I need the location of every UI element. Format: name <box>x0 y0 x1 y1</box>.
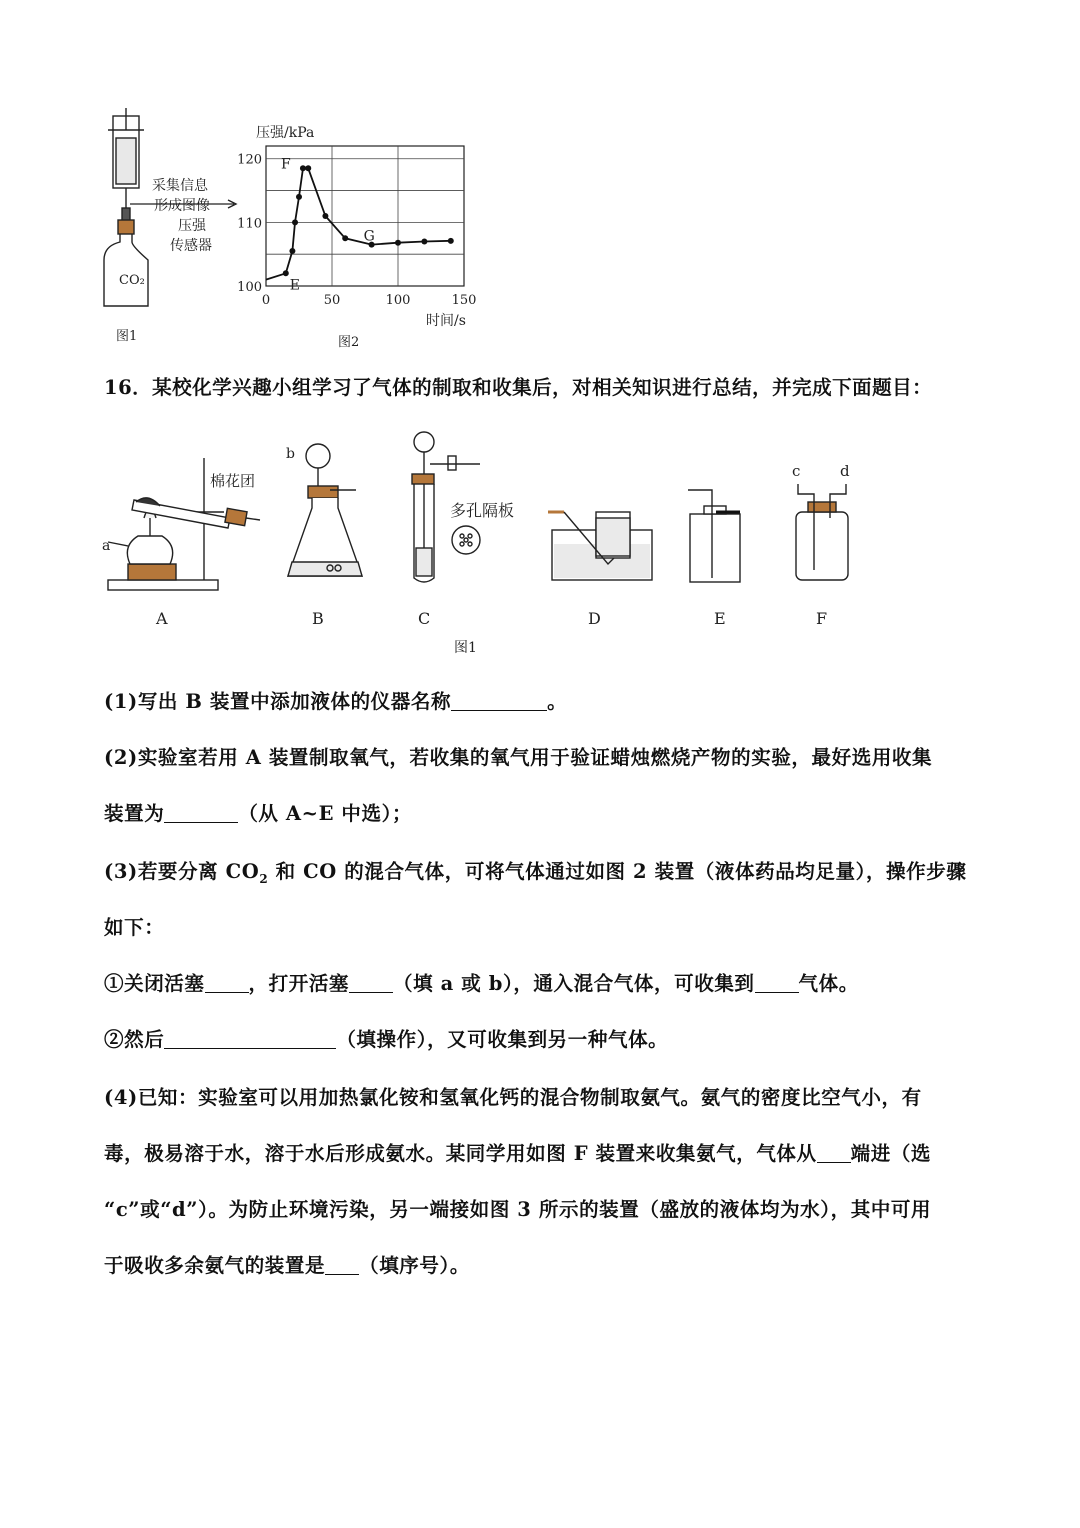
y-tick-label: 100 <box>237 280 262 295</box>
data-point <box>305 165 311 171</box>
step1-blank-3[interactable] <box>755 973 799 994</box>
step2-blank[interactable] <box>164 1029 336 1050</box>
question-heading: 16．某校化学兴趣小组学习了气体的制取和收集后，对相关知识进行总结，并完成下面题目： <box>104 376 933 399</box>
q2-answer-blank[interactable] <box>164 803 238 824</box>
step2-text-1: ②然后 <box>104 1028 165 1051</box>
label-c-small: c <box>792 462 801 480</box>
q2-text-1: (2)实验室若用 A 装置制取氧气，若收集的氧气用于验证蜡烛燃烧产物的实验，最好选用收集 <box>104 746 933 769</box>
q4-line-4 <box>104 1250 470 1278</box>
chart-ylabel: 压强/kPa <box>256 125 315 141</box>
sensor-line-1: 采集信息 <box>152 178 208 194</box>
q4-text-5: 于吸收多余氨气的装置是 <box>104 1254 326 1277</box>
q2-text-3: （从 A~E 中选）； <box>238 802 413 825</box>
q4-blank-2[interactable] <box>325 1255 359 1276</box>
apparatus-f <box>796 484 848 580</box>
q3-line-2 <box>104 912 164 940</box>
q3-text-3: 如下： <box>104 916 165 939</box>
q4-text-4: “c”或“d”）。为防止环境污染，另一端接如图 3 所示的装置（盛放的液体均为水），其中可用 <box>104 1198 932 1221</box>
data-point <box>296 194 302 200</box>
chart-caption: 图2 <box>338 335 360 350</box>
q1-line <box>104 686 567 714</box>
step1-blank-1[interactable] <box>205 973 249 994</box>
label-C: C <box>418 609 431 628</box>
label-cotton: 棉花团 <box>210 472 256 490</box>
step1-blank-2[interactable] <box>349 973 393 994</box>
annotation-f: F <box>281 156 291 173</box>
x-tick-label: 0 <box>261 293 271 308</box>
data-point <box>283 270 289 276</box>
x-tick-label: 50 <box>323 293 341 308</box>
bottle-label: CO₂ <box>119 273 145 288</box>
label-E: E <box>714 609 726 628</box>
data-point <box>322 213 328 219</box>
step1-text-4: 气体。 <box>798 972 859 995</box>
step1-text-1: ①关闭活塞 <box>104 972 205 995</box>
y-tick-label: 110 <box>237 216 262 232</box>
q4-line-1 <box>104 1082 922 1110</box>
sensor-line-2: 形成图像 <box>154 198 210 214</box>
step1-text-2: ，打开活塞 <box>248 972 350 995</box>
data-point <box>292 219 298 225</box>
q3-line-1 <box>104 856 966 886</box>
q4-text-1: (4)已知：实验室可以用加热氯化铵和氢氧化钙的混合物制取氨气。氨气的密度比空气小，有 <box>104 1086 922 1109</box>
label-b-small: b <box>286 446 295 462</box>
apparatus-figure <box>100 428 880 660</box>
step1-line <box>104 968 859 996</box>
label-d-small: d <box>840 462 850 480</box>
step2-text-2: （填操作），又可收集到另一种气体。 <box>336 1028 669 1051</box>
x-tick-label: 100 <box>385 293 411 308</box>
q4-text-2: 毒，极易溶于水，溶于水后形成氨水。某同学用如图 F 装置来收集氨气，气体从 <box>104 1142 817 1165</box>
x-tick-label: 150 <box>451 293 477 308</box>
sensor-label <box>150 174 240 258</box>
annotation-e: E <box>289 277 301 294</box>
data-point <box>448 238 454 244</box>
annotation-g: G <box>363 228 375 245</box>
q1-end: 。 <box>547 690 568 713</box>
label-B: B <box>312 609 324 628</box>
apparatus-b <box>288 444 362 576</box>
fig1-caption: 图1 <box>116 329 138 344</box>
data-point <box>342 235 348 241</box>
q1-answer-blank[interactable] <box>451 691 547 712</box>
step2-line <box>104 1024 668 1052</box>
q3-subscript: 2 <box>259 871 269 886</box>
q4-line-2 <box>104 1138 931 1166</box>
apparatus-caption: 图1 <box>454 640 477 656</box>
pressure-chart <box>232 118 492 350</box>
sensor-line-4: 传感器 <box>170 238 212 254</box>
apparatus-d <box>548 512 652 580</box>
label-D: D <box>588 609 601 628</box>
q2-text-2: 装置为 <box>104 802 165 825</box>
y-tick-label: 120 <box>237 152 262 168</box>
chart-xlabel: 时间/s <box>426 313 466 329</box>
label-A: A <box>156 609 168 628</box>
label-a-small: a <box>102 538 111 554</box>
label-F: F <box>816 609 828 628</box>
q2-line-1 <box>104 742 932 770</box>
label-porous: 多孔隔板 <box>450 501 515 520</box>
q4-blank-1[interactable] <box>817 1143 851 1164</box>
sensor-line-3: 压强 <box>178 218 206 234</box>
q4-line-3 <box>104 1194 931 1222</box>
apparatus-e <box>688 490 740 582</box>
q2-line-2 <box>104 798 412 826</box>
data-point <box>421 238 427 244</box>
q1-text: (1)写出 B 装置中添加液体的仪器名称 <box>104 690 452 713</box>
step1-text-3: （填 a 或 b），通入混合气体，可收集到 <box>393 972 755 995</box>
q3-text-1: (3)若要分离 CO <box>104 860 260 883</box>
data-point <box>300 165 306 171</box>
data-point <box>289 248 295 254</box>
q3-text-2: 和 CO 的混合气体，可将气体通过如图 2 装置（液体药品均足量），操作步骤 <box>268 860 967 883</box>
q4-text-3: 端进（选 <box>850 1142 932 1165</box>
data-point <box>395 240 401 246</box>
q4-text-6: （填序号）。 <box>359 1254 470 1277</box>
